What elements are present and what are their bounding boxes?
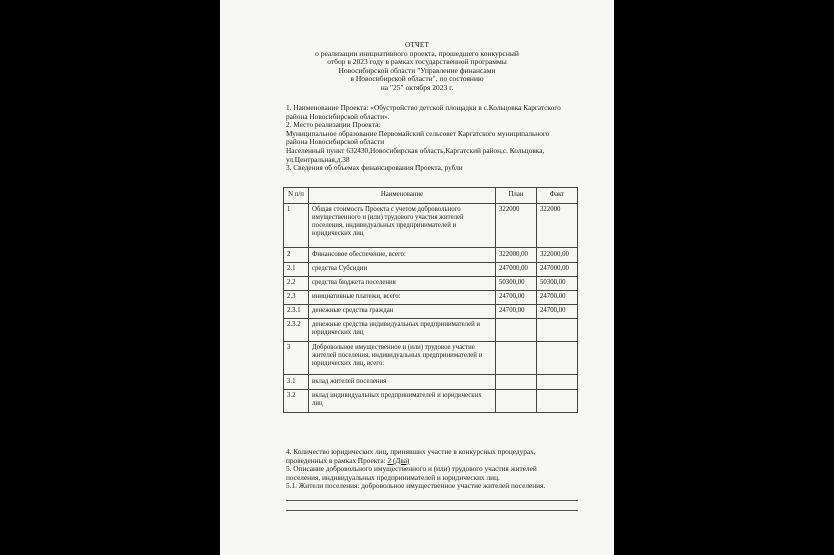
title-line: на "25" октября 2023 г. xyxy=(380,82,454,92)
document-page xyxy=(220,0,614,555)
legal-entities-label: проведенных в рамках Проекта: xyxy=(286,455,388,465)
project-name-line: района Новосибирской области». xyxy=(286,111,390,121)
legal-entities-line: 4. Количество юридических лиц, принявших участие в конкурсных процедурах, xyxy=(286,447,536,456)
row-fact xyxy=(537,375,578,390)
row-plan: 322000,00 xyxy=(496,248,537,263)
row-name: средства бюджета поселения xyxy=(309,277,496,291)
table-row xyxy=(284,263,578,277)
row-plan xyxy=(496,390,537,413)
fill-in-line xyxy=(286,500,578,501)
title-line: о реализации инициативного проекта, прошедшего конкурсный xyxy=(315,48,519,58)
table-row xyxy=(284,277,578,291)
row-num: 1 xyxy=(284,204,309,248)
row-plan: 247000,00 xyxy=(496,263,537,277)
title-line: в Новосибирской области", по состоянию xyxy=(350,74,484,84)
header-plan: План xyxy=(496,188,537,204)
header-fact: Факт xyxy=(537,188,578,204)
row-num: 2 xyxy=(284,248,309,263)
project-location-line: Муниципальное образование Первомайский сельсовет Каргатского муниципального xyxy=(286,128,550,138)
row-plan: 50300,00 xyxy=(496,277,537,291)
row-name: средства Субсидии xyxy=(309,263,496,277)
project-location-line: района Новосибирской области xyxy=(286,137,385,147)
row-num: 2.1 xyxy=(284,263,309,277)
row-plan: 24700,00 xyxy=(496,305,537,319)
financing-table xyxy=(283,187,578,413)
legal-entities-count: 2 (Два) xyxy=(387,455,410,465)
row-fact xyxy=(537,390,578,413)
row-fact: 24700,00 xyxy=(537,291,578,305)
title-line: ОТЧЕТ xyxy=(404,40,430,49)
row-plan: 322000 xyxy=(496,204,537,248)
table-row xyxy=(284,375,578,390)
table-row xyxy=(284,248,578,263)
header-num: N п/п xyxy=(284,188,309,204)
row-num: 3.2 xyxy=(284,390,309,413)
row-name: Добровольное имущественное и (или) трудовое участие жителей поселения, индивидуальных предпринимателей и юридических лиц, всего: xyxy=(309,342,496,375)
row-num: 2.3.1 xyxy=(284,305,309,319)
row-num: 3 xyxy=(284,342,309,375)
participation-line: 5. Описание добровольного имущественного и (или) трудового участия жителей xyxy=(286,464,537,474)
header-name: Наименование xyxy=(309,188,496,204)
row-fact: 24700,00 xyxy=(537,305,578,319)
row-name: Финансовое обеспечение, всего: xyxy=(309,248,496,263)
project-location-line: ул.Центральная,д.38 xyxy=(286,154,350,164)
residents-line: 5.1. Жители поселения: добровольное имущественное участие жителей поселения. xyxy=(286,481,546,491)
row-fact xyxy=(537,342,578,375)
table-header-row xyxy=(284,188,578,204)
table-row xyxy=(284,319,578,342)
title-line: Новосибирской области "Управление финансами xyxy=(338,65,496,75)
row-num: 2.3 xyxy=(284,291,309,305)
row-plan xyxy=(496,342,537,375)
row-fact xyxy=(537,319,578,342)
row-name: денежные средства индивидуальных предпринимателей и юридических лиц xyxy=(309,319,496,342)
row-plan xyxy=(496,319,537,342)
row-fact: 50300,00 xyxy=(537,277,578,291)
table-row xyxy=(284,291,578,305)
project-location-line: Населенный пункт 632430,Новосибирская область,Каргатский район,с. Кольцовка, xyxy=(286,145,545,155)
report-title xyxy=(220,41,614,93)
row-fact: 322000 xyxy=(537,204,578,248)
bottom-section xyxy=(286,448,602,491)
project-location-heading: 2. Место реализации Проекта: xyxy=(286,120,381,130)
table-row xyxy=(284,204,578,248)
row-name: инициативные платежи, всего: xyxy=(309,291,496,305)
row-fact: 247000,00 xyxy=(537,263,578,277)
table-row xyxy=(284,390,578,413)
row-name: вклад индивидуальных предпринимателей и юридических лиц xyxy=(309,390,496,413)
financing-heading: 3. Сведения об объемах финансирования Проекта, рубли xyxy=(286,163,463,173)
row-plan: 24700,00 xyxy=(496,291,537,305)
row-name: Общая стоимость Проекта с учетом добровольного имущественного и (или) трудового участия жителей поселения, индивидуальных предпринимателей и юридических лиц xyxy=(309,204,496,248)
table-row xyxy=(284,342,578,375)
row-name: вклад жителей поселения xyxy=(309,375,496,390)
row-fact: 322000,00 xyxy=(537,248,578,263)
row-num: 3.1 xyxy=(284,375,309,390)
row-num: 2.2 xyxy=(284,277,309,291)
row-plan xyxy=(496,375,537,390)
table-row xyxy=(284,305,578,319)
row-name: денежные средства граждан xyxy=(309,305,496,319)
project-name-line: 1. Наименование Проекта: «Обустройство детской площадки в с.Кольцовка Каргатского xyxy=(286,103,561,112)
title-line: отбор в 2023 году в рамках государственной программы xyxy=(327,57,507,67)
row-num: 2.3.2 xyxy=(284,319,309,342)
project-info-section xyxy=(286,104,602,173)
participation-line: поселения, индивидуальных предпринимателей и юридических лиц. xyxy=(286,472,500,482)
fill-in-line xyxy=(286,510,578,511)
